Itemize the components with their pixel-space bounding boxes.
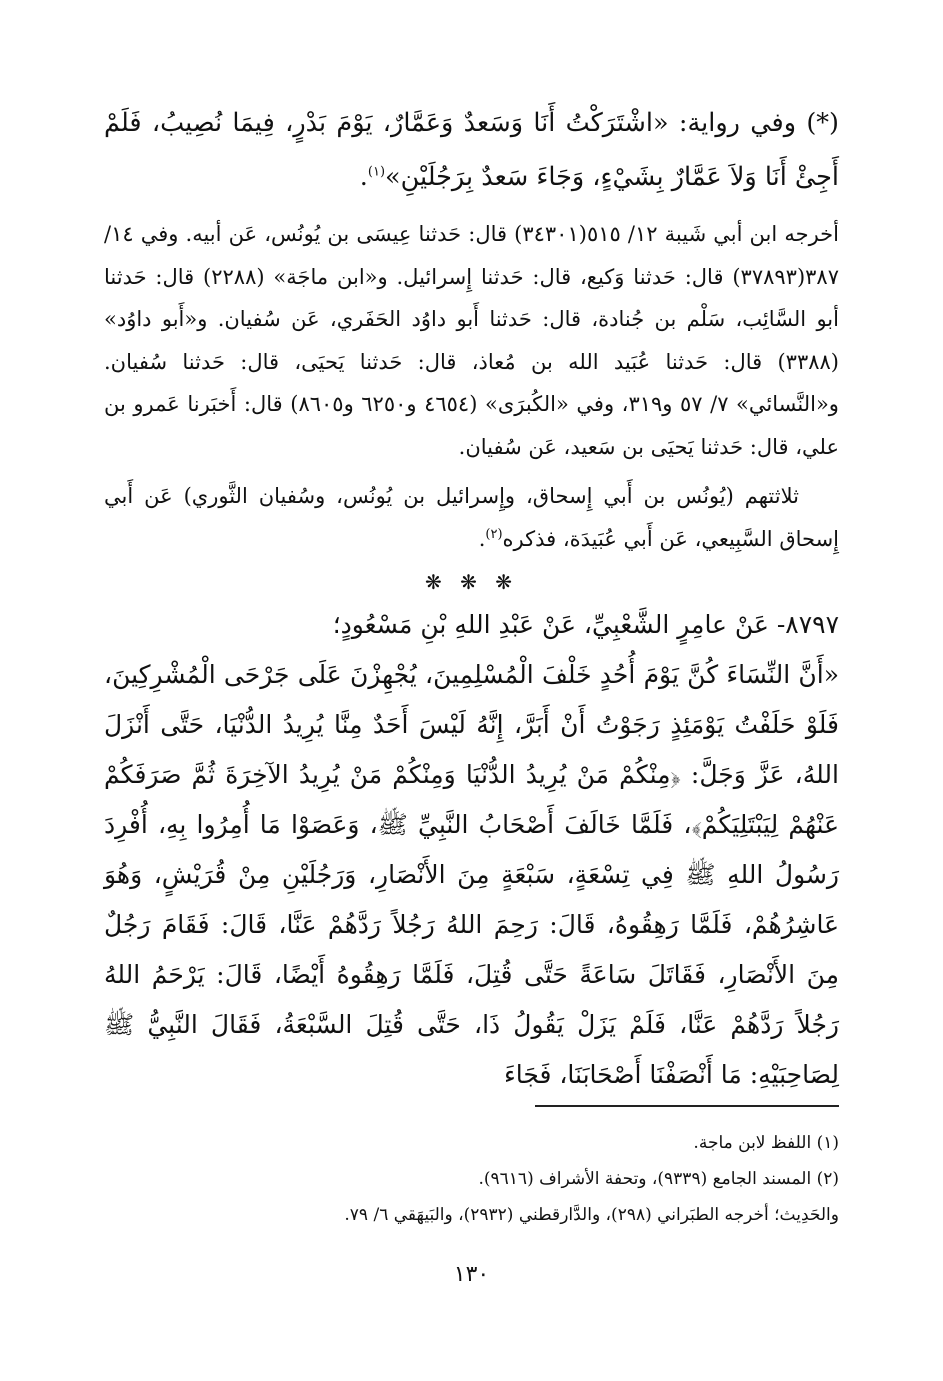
hadith-riwaya-paragraph (104, 96, 839, 204)
hadith-isnad: عَنْ عامِرٍ الشَّعْبِيِّ، عَنْ عَبْدِ اللهِ بْنِ مَسْعُودٍ؛ (332, 610, 769, 639)
hadith-number: ٨٧٩٧- (768, 610, 839, 639)
takhrij-paragraph: أخرجه ابن أبي شَيبة ١٢/ ٥١٥(٣٤٣٠١) قال: حَدثنا عِيسَى بن يُونُس، عَن أبيه. وفي ١٤/ ٣٨٧(٣٧٨٩٣) قال: حَدثنا وَكيع، قال: حَدثنا إِسرائيل. و«ابن ماجَة» (٢٢٨٨) قال: حَدثنا أبو السَّائِب، سَلْم بن جُنادة، قال: حَدثنا أَبو داوُد الحَفَري، عَن سُفيان. و«أَبو داوُد» (٣٣٨٨) قال: حَدثنا عُبَيد الله بن مُعاذ، قال: حَدثنا يَحيَى، قال: حَدثنا سُفيان. و«النَّسائي» ٧/ ٥٧ و٣١٩، وفي «الكُبرَى» (٤٦٥٤ و٦٢٥٠ و٨٦٠٥) قال: أَخبَرنا عَمرو بن علي، قال: حَدثنا يَحيَى بن سَعيد، عَن سُفيان. (104, 222, 839, 459)
thalathat-text: ثلاثتهم (يُونُس بن أَبي إِسحاق، وإِسرائيل بن يُونُس، وسُفيان الثَّوري) عَن أَبي إِسحاق السَّبِيعي، عَن أَبي عُبَيدَة، فذكره (104, 484, 839, 551)
riwaya-text: «اشْتَرَكْتُ أَنَا وَسَعدٌ وَعَمَّارٌ، يَوْمَ بَدْرٍ، فِيمَا نُصِيبُ، فَلَمْ أَجِئْ أَنَا وَلاَ عَمَّارٌ بِشَيْءٍ، وَجَاءَ سَعدٌ بِرَجُلَيْنِ» (104, 108, 839, 192)
footnote-2: (٢) المسند الجامع (٩٣٣٩)، وتحفة الأشراف (٩٦١٦). (478, 1169, 839, 1189)
footnotes (104, 1126, 839, 1234)
footnote-divider (535, 1105, 839, 1107)
footnote-2-continuation: والحَدِيث؛ أخرجه الطبَراني (٢٩٨)، والدَّارقطني (٢٩٣٢)، والبَيهَقي ٦/ ٧٩. (344, 1205, 839, 1225)
footnote-marker-2[interactable]: (٢) (485, 526, 503, 542)
thalathat-end: . (478, 526, 486, 551)
hadith-8797-heading (104, 600, 839, 650)
thalathat-paragraph (104, 475, 839, 560)
hadith-8797-matn: «أَنَّ النِّسَاءَ كُنَّ يَوْمَ أُحُدٍ خَلْفَ الْمُسْلِمِينَ، يُجْهِزْنَ عَلَى جَرْحَى الْمُشْرِكِينَ، فَلَوْ حَلَفْتُ يَوْمَئِذٍ رَجَوْتُ أَنْ أَبَرَّ، إِنَّهُ لَيْسَ أَحَدٌ مِنَّا يُرِيدُ الدُّنْيَا، حَتَّى أَنْزَلَ اللهُ، عَزَّ وَجَلَّ: ﴿مِنْكُمْ مَنْ يُرِيدُ الدُّنْيَا وَمِنْكُمْ مَنْ يُرِيدُ الآخِرَةَ ثُمَّ صَرَفَكُمْ عَنْهُمْ لِيَبْتَلِيَكُمْ﴾، فَلَمَّا خَالَفَ أَصْحَابُ النَّبِيِّ ﷺ، وَعَصَوْا مَا أُمِرُوا بِهِ، أُفْرِدَ رَسُولُ اللهِ ﷺ فِي تِسْعَةٍ، سَبْعَةٍ مِنَ الأَنْصَارِ، وَرَجُلَيْنِ مِنْ قُرَيْشٍ، وَهُوَ عَاشِرُهُمْ، فَلَمَّا رَهِقُوهُ، قَالَ: رَحِمَ اللهُ رَجُلاً رَدَّهُمْ عَنَّا، قَالَ: فَقَامَ رَجُلٌ مِنَ الأَنْصَارِ، فَقَاتَلَ سَاعَةً حَتَّى قُتِلَ، فَلَمَّا رَهِقُوهُ أَيْضًا، قَالَ: يَرْحَمُ اللهُ رَجُلاً رَدَّهُمْ عَنَّا، فَلَمْ يَزَلْ يَقُولُ ذَا، حَتَّى قُتِلَ السَّبْعَةُ، فَقَالَ النَّبِيُّ ﷺ لِصَاحِبَيْهِ: مَا أَنْصَفْنَا أَصْحَابَنَا، فَجَاءَ (104, 660, 839, 1089)
section-separator: ❋ ❋ ❋ (425, 570, 518, 594)
footnote-marker-1[interactable]: (١) (367, 164, 386, 180)
footnote-1: (١) اللفظ لابن ماجة. (693, 1133, 839, 1153)
page-number: ١٣٠ (453, 1262, 490, 1287)
riwaya-end: . (359, 162, 368, 192)
riwaya-prefix: (*) وفي رواية: (668, 108, 840, 138)
